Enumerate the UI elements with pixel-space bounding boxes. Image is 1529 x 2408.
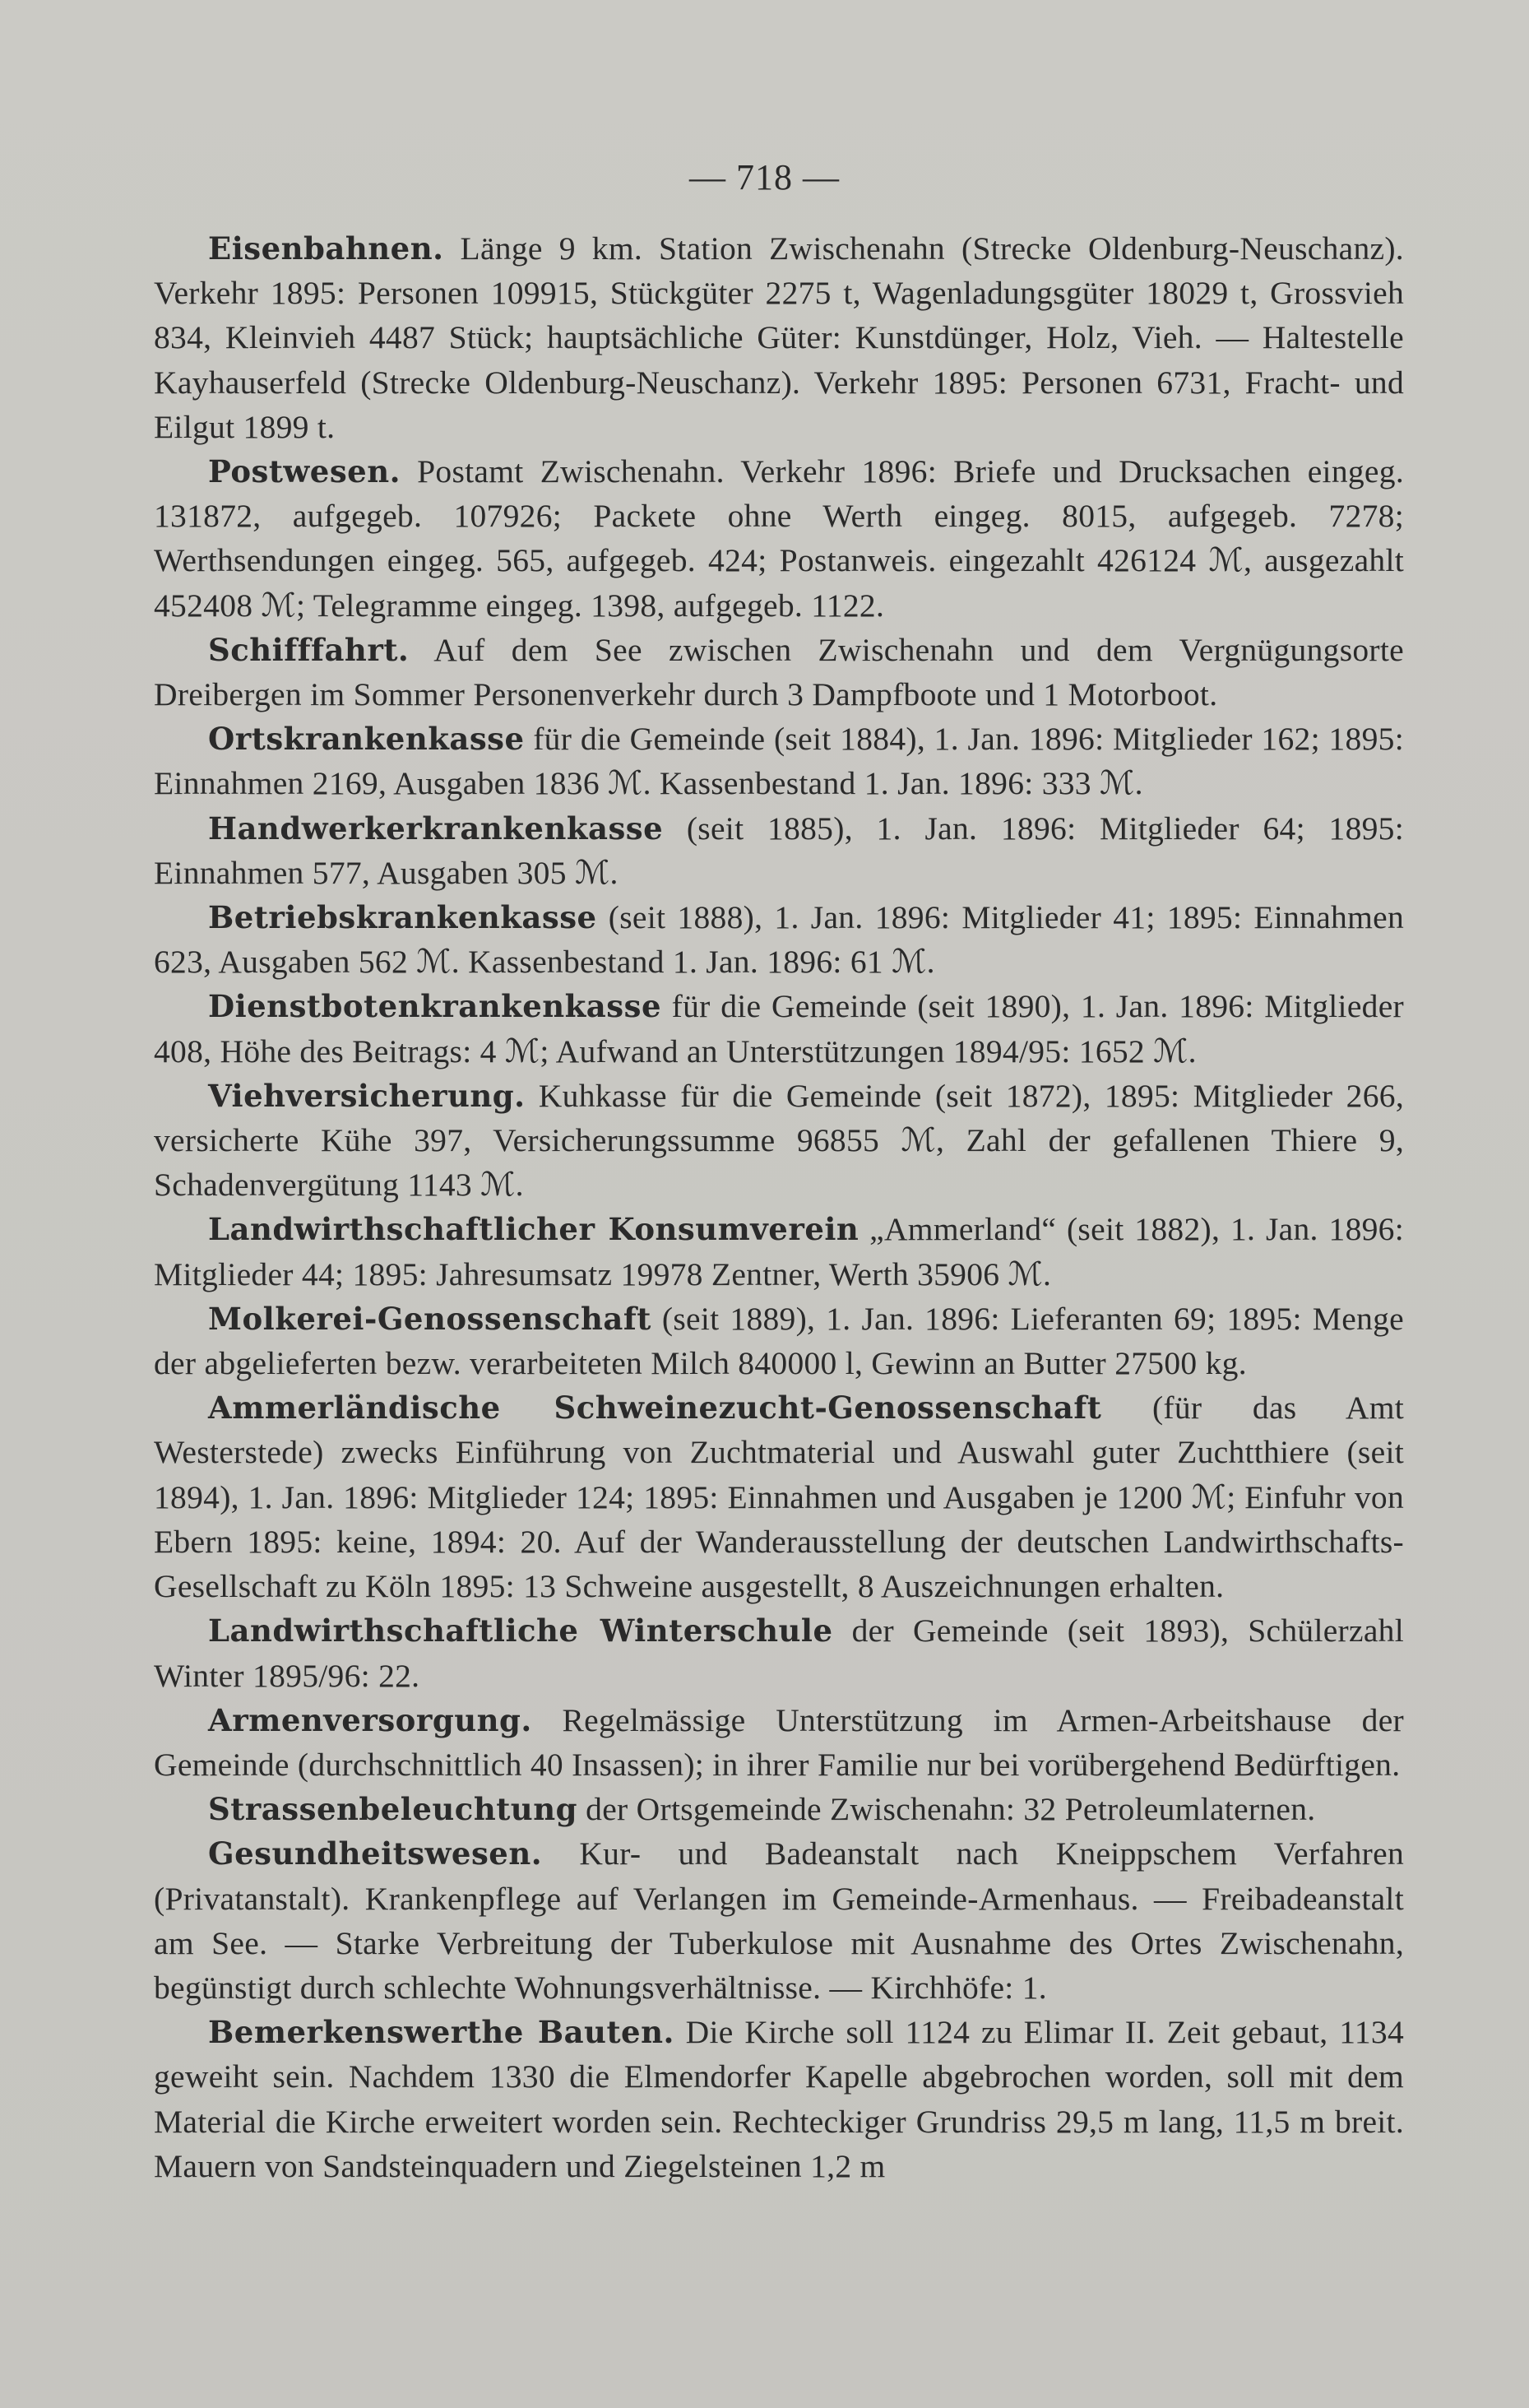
section-heading: Landwirthschaftlicher Konsumverein bbox=[208, 1211, 859, 1248]
paragraph-text: der Gemeinde (seit 1893), Schülerzahl Winter 1895/96: 22. bbox=[154, 1612, 1404, 1694]
paragraph-text: „Ammerland“ (seit 1882), 1. Jan. 1896: Mitglieder 44; 1895: Jahresumsatz 19978 Zentner, Werth 35906 ℳ. bbox=[154, 1211, 1404, 1292]
paragraph-bauten bbox=[154, 2010, 1404, 2188]
section-heading: Viehversicherung. bbox=[208, 1077, 526, 1114]
paragraph-betriebskrankenkasse bbox=[154, 895, 1404, 984]
paragraph-text: Kuhkasse für die Gemeinde (seit 1872), 1895: Mitglieder 266, versicherte Kühe 397, Versicherungssumme 96855 ℳ, Zahl der gefallenen Thiere 9, Schadenvergütung 1143 ℳ. bbox=[154, 1077, 1404, 1204]
paragraph-text: Regelmässige Unterstützung im Armen-Arbeitshause der Gemeinde (durchschnittlich 40 Insassen); in ihrer Familie nur bei vorübergehend Bedürftigen. bbox=[154, 1701, 1404, 1783]
paragraph-text: Länge 9 km. Station Zwischenahn (Strecke Oldenburg-Neuschanz). Verkehr 1895: Personen 109915, Stückgüter 2275 t, Wagenladungsgüter 18029 t, Grossvieh 834, Kleinvieh 4487 Stück; hauptsächliche Güter: Kunstdünger, Holz, Vieh. — Haltestelle Kayhauserfeld (Strecke Oldenburg-Neuschanz). Verkehr 1895: Personen 6731, Fracht- und Eilgut 1899 t. bbox=[154, 230, 1404, 445]
section-heading: Molkerei-Genossenschaft bbox=[208, 1300, 651, 1337]
section-heading: Ammerländische Schweinezucht-Genossenschaft bbox=[208, 1390, 1102, 1427]
paragraph-text: der Ortsgemeinde Zwischenahn: 32 Petroleumlaternen. bbox=[577, 1791, 1316, 1828]
paragraph-text: Auf dem See zwischen Zwischenahn und dem Vergnügungsorte Dreibergen im Sommer Personenverkehr durch 3 Dampfboote und 1 Motorboot. bbox=[154, 631, 1404, 713]
paragraph-molkerei bbox=[154, 1297, 1404, 1385]
paragraph-text: für die Gemeinde (seit 1884), 1. Jan. 1896: Mitglieder 162; 1895: Einnahmen 2169, Ausgaben 1836 ℳ. Kassenbestand 1. Jan. 1896: 333 ℳ. bbox=[154, 721, 1404, 802]
paragraph-dienstbotenkrankenkasse bbox=[154, 984, 1404, 1073]
section-heading: Eisenbahnen. bbox=[208, 230, 444, 267]
body-text-block bbox=[154, 226, 1404, 2188]
paragraph-schifffahrt bbox=[154, 628, 1404, 717]
section-heading: Dienstbotenkrankenkasse bbox=[208, 988, 661, 1025]
paragraph-ortskrankenkasse bbox=[154, 717, 1404, 805]
paragraph-text: Kur- und Badeanstalt nach Kneippschem Verfahren (Privatanstalt). Krankenpflege auf Verlangen im Gemeinde-Armenhaus. — Freibadeanstalt am See. — Starke Verbreitung der Tuberkulose mit Ausnahme des Ortes Zwischenahn, begünstigt durch schlechte Wohnungsverhältnisse. — Kirchhöfe: 1. bbox=[154, 1835, 1404, 2006]
paragraph-winterschule bbox=[154, 1608, 1404, 1697]
section-heading: Postwesen. bbox=[208, 453, 401, 490]
section-heading: Schifffahrt. bbox=[208, 631, 410, 668]
paragraph-eisenbahnen bbox=[154, 226, 1404, 449]
paragraph-text: (seit 1889), 1. Jan. 1896: Lieferanten 69; 1895: Menge der abgelieferten bezw. verarbeiteten Milch 840000 l, Gewinn an Butter 27500 kg. bbox=[154, 1300, 1404, 1382]
paragraph-text: Die Kirche soll 1124 zu Elimar II. Zeit gebaut, 1134 geweiht sein. Nachdem 1330 die Elmendorfer Kapelle abgebrochen worden, soll mit dem Material die Kirche erweitert worden sein. Rechteckiger Grundriss 29,5 m lang, 11,5 m breit. Mauern von Sandsteinquadern und Ziegelsteinen 1,2 m bbox=[154, 2014, 1404, 2184]
paragraph-text: (für das Amt Westerstede) zwecks Einführung von Zuchtmaterial und Auswahl guter Zuchtthiere (seit 1894), 1. Jan. 1896: Mitglieder 124; 1895: Einnahmen und Ausgaben je 1200 ℳ; Einfuhr von Ebern 1895: keine, 1894: 20. Auf der Wanderausstellung der deutschen Landwirthschafts-Gesellschaft zu Köln 1895: 13 Schweine ausgestellt, 8 Auszeichnungen erhalten. bbox=[154, 1390, 1404, 1605]
paragraph-armenversorgung bbox=[154, 1698, 1404, 1787]
section-heading: Ortskrankenkasse bbox=[208, 721, 525, 758]
paragraph-konsumverein bbox=[154, 1207, 1404, 1296]
paragraph-gesundheitswesen bbox=[154, 1831, 1404, 2010]
section-heading: Strassenbeleuchtung bbox=[208, 1791, 577, 1828]
paragraph-strassenbeleuchtung bbox=[154, 1787, 1404, 1831]
section-heading: Gesundheitswesen. bbox=[208, 1835, 543, 1872]
paragraph-text: Postamt Zwischenahn. Verkehr 1896: Briefe und Drucksachen eingeg. 131872, aufgegeb. 107926; Packete ohne Werth eingeg. 8015, aufgegeb. 7278; Werthsendungen eingeg. 565, aufgegeb. 424; Postanweis. eingezahlt 426124 ℳ, ausgezahlt 452408 ℳ; Telegramme eingeg. 1398, aufgegeb. 1122. bbox=[154, 453, 1404, 624]
section-heading: Bemerkenswerthe Bauten. bbox=[208, 2014, 674, 2051]
section-heading: Landwirthschaftliche Winterschule bbox=[208, 1612, 833, 1649]
section-heading: Betriebskrankenkasse bbox=[208, 899, 597, 936]
page-number: — 718 — bbox=[689, 157, 840, 197]
paragraph-text: (seit 1888), 1. Jan. 1896: Mitglieder 41; 1895: Einnahmen 623, Ausgaben 562 ℳ. Kassenbestand 1. Jan. 1896: 61 ℳ. bbox=[154, 899, 1404, 981]
section-heading: Armenversorgung. bbox=[208, 1701, 532, 1738]
paragraph-viehversicherung bbox=[154, 1074, 1404, 1208]
paragraph-text: (seit 1885), 1. Jan. 1896: Mitglieder 64; 1895: Einnahmen 577, Ausgaben 305 ℳ. bbox=[154, 810, 1404, 891]
paragraph-postwesen bbox=[154, 449, 1404, 628]
section-heading: Handwerkerkrankenkasse bbox=[208, 810, 664, 847]
paragraph-text: für die Gemeinde (seit 1890), 1. Jan. 1896: Mitglieder 408, Höhe des Beitrags: 4 ℳ; Aufwand an Unterstützungen 1894/95: 1652 ℳ. bbox=[154, 988, 1404, 1069]
paragraph-schweinezucht bbox=[154, 1385, 1404, 1608]
paragraph-handwerkerkrankenkasse bbox=[154, 806, 1404, 895]
